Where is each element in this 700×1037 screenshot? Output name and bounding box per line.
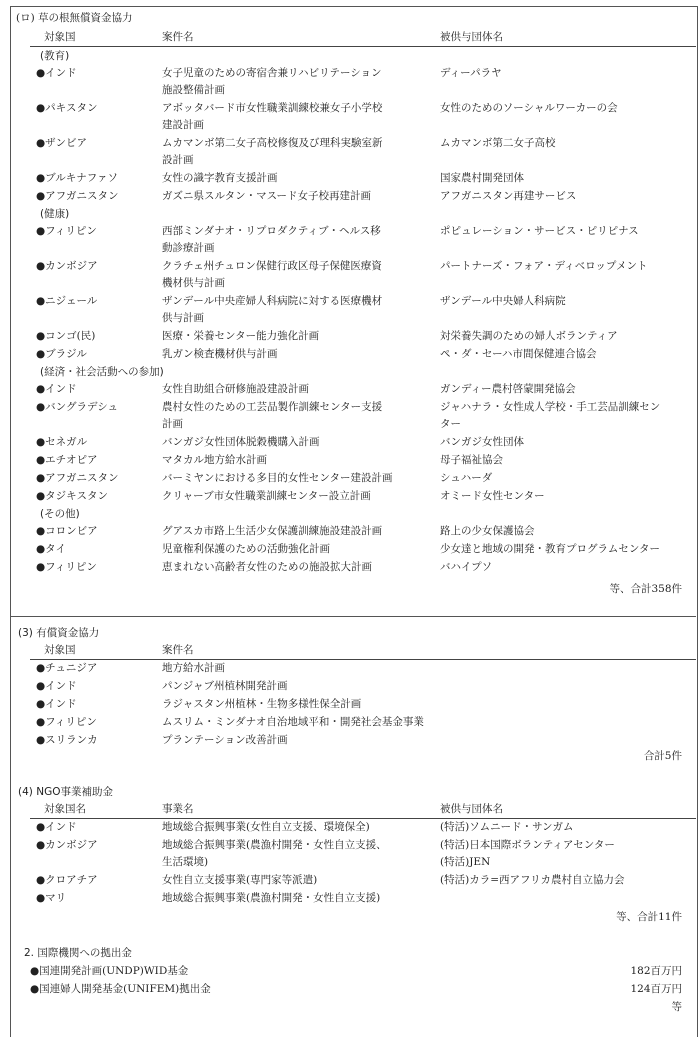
table-row-recipient: ガンディー農村啓蒙開発協会 [440, 383, 576, 395]
table-row-recipient: 女性のためのソーシャルワーカーの会 [440, 102, 618, 114]
table-row-recipient: ディーパラヤ [440, 67, 502, 79]
table-row-project: アボッタバード市女性職業訓練校兼女子小学校 [162, 102, 383, 114]
table-row-recipient: アフガニスタン再建サービス [440, 190, 577, 202]
table-row-project: パンジャブ州植林開発計画 [162, 680, 288, 692]
table-row-country: ●マリ [36, 892, 67, 904]
table-row-country: ●タジキスタン [36, 490, 108, 502]
category-label: (その他) [40, 508, 80, 520]
table-row-country: ●ニジェール [36, 295, 98, 307]
contribution-item: ●国連開発計画(UNDP)WID基金 [30, 965, 189, 977]
table-row-recipient: バハイプソ [440, 561, 493, 573]
table-row-recipient: パートナーズ・フォア・ディベロップメント [440, 260, 648, 272]
table-row-country: ●インド [36, 67, 77, 79]
table-row-project: クリャーブ市女性職業訓練センター設立計画 [162, 490, 371, 502]
table-row-project: クラチェ州チュロン保健行政区母子保健医療資 [162, 260, 382, 272]
table-row-country: ●フィリピン [36, 225, 97, 237]
table-row-country: ●ブラジル [36, 348, 87, 360]
section-heading: (ロ) 草の根無償資金協力 [16, 12, 133, 24]
column-header-recipient: 被供与団体名 [440, 803, 503, 815]
table-row-project: 建設計画 [162, 119, 204, 131]
table-row-project: ムカマンボ第二女子高校修復及び理科実験室新 [162, 137, 383, 149]
table-row-project: グアスカ市路上生活少女保護訓練施設建設計画 [162, 525, 383, 537]
section-divider [10, 616, 696, 617]
table-row-project: 児童権利保護のための活動強化計画 [162, 543, 330, 555]
table-row-country: ●タイ [36, 543, 66, 555]
table-row-country: ●コロンビア [36, 525, 98, 537]
column-header-country: 対象国名 [44, 803, 86, 815]
table-row-project: ガズニ県スルタン・マスード女子校再建計画 [162, 190, 372, 202]
table-row-country: ●クロアチア [36, 874, 98, 886]
table-row-recipient: ター [440, 418, 461, 430]
table-row-country: ●フィリピン [36, 561, 97, 573]
category-label: (健康) [40, 208, 70, 220]
table-row-project: 女性の識字教育支援計画 [162, 172, 278, 184]
table-row-country: ●インド [36, 698, 77, 710]
section-total: 合計5件 [643, 750, 682, 762]
table-row-recipient: ジャハナラ・女性成人学校・手工芸品訓練セン [440, 401, 661, 413]
table-row-recipient: 母子福祉協会 [440, 454, 503, 466]
section-heading: 2. 国際機関への拠出金 [24, 947, 132, 959]
table-row-project: 乳ガン検査機材供与計画 [162, 348, 278, 360]
table-row-project: 施設整備計画 [162, 84, 225, 96]
contribution-amount: 124百万円 [630, 983, 682, 995]
table-row-country: ●インド [36, 821, 77, 833]
table-row-project: 医療・栄養センター能力強化計画 [162, 330, 320, 342]
table-row-project: 動診療計画 [162, 242, 215, 254]
table-row-project: 計画 [162, 418, 183, 430]
table-row-project: 生活環境) [162, 856, 209, 868]
table-row-recipient: ペ・ダ・セーハ市間保健連合協会 [440, 348, 597, 360]
header-rule [30, 46, 696, 47]
table-row-project: 女性自立支援事業(専門家等派遣) [162, 874, 318, 886]
table-row-recipient: ムカマンボ第二女子高校 [440, 137, 556, 149]
table-row-project: 機材供与計画 [162, 277, 225, 289]
table-row-country: ●インド [36, 383, 77, 395]
category-label: (経済・社会活動への参加) [40, 366, 164, 378]
table-row-recipient: ポピュレーション・サービス・ピリピナス [440, 225, 639, 237]
table-row-project: 農村女性のための工芸品製作訓練センター支援 [162, 401, 383, 413]
table-row-project: 供与計画 [162, 312, 204, 324]
table-row-country: ●セネガル [36, 436, 88, 448]
table-row-country: ●ザンビア [36, 137, 87, 149]
column-header-project: 事業名 [162, 803, 194, 815]
table-row-project: 西部ミンダナオ・リプロダクティブ・ヘルス移 [162, 225, 381, 237]
table-row-project: ラジャスタン州植林・生物多様性保全計画 [162, 698, 362, 710]
table-row-country: ●カンボジア [36, 260, 98, 272]
table-row-recipient: 対栄養失調のための婦人ボランティア [440, 330, 618, 342]
table-row-country: ●ブルキナファソ [36, 172, 119, 184]
table-row-country: ●パキスタン [36, 102, 98, 114]
header-rule [30, 659, 696, 660]
contribution-item: ●国連婦人開発基金(UNIFEM)拠出金 [30, 983, 211, 995]
table-row-project: 地方給水計画 [162, 662, 225, 674]
table-row-recipient: (特活)JEN [440, 856, 491, 868]
table-row-recipient: 少女達と地域の開発・教育プログラムセンター [440, 543, 660, 555]
table-row-recipient: (特活)カラ=西アフリカ農村自立協力会 [440, 874, 625, 886]
table-row-recipient: (特活)ソムニード・サンガム [440, 821, 574, 833]
table-row-country: ●カンボジア [36, 839, 98, 851]
table-row-country: ●コンゴ(民) [36, 330, 96, 342]
table-row-project: 地域総合振興事業(農漁村開発・女性自立支援) [162, 892, 381, 904]
table-row-project: 設計画 [162, 154, 194, 166]
table-row-project: 女子児童のための寄宿舎兼リハビリテーション [162, 67, 382, 79]
contribution-amount: 182百万円 [630, 965, 682, 977]
table-row-recipient: オミード女性センター [440, 490, 545, 502]
column-header-country: 対象国 [44, 644, 76, 656]
table-row-recipient: バンガジ女性団体 [440, 436, 524, 448]
table-row-country: ●スリランカ [36, 734, 98, 746]
column-header-project: 案件名 [162, 644, 194, 656]
section-total: 等、合計11件 [616, 911, 682, 923]
table-row-project: 地域総合振興事業(女性自立支援、環境保全) [162, 821, 370, 833]
table-row-country: ●エチオピア [36, 454, 98, 466]
table-row-country: ●フィリピン [36, 716, 97, 728]
table-row-project: 女性自助組合研修施設建設計画 [162, 383, 309, 395]
section-heading: (4) NGO事業補助金 [18, 786, 113, 798]
table-row-project: ムスリム・ミンダナオ自治地域平和・開発社会基金事業 [162, 716, 424, 728]
table-row-recipient: 国家農村開発団体 [440, 172, 524, 184]
table-row-project: マタカル地方給水計画 [162, 454, 267, 466]
table-row-recipient: (特活)日本国際ボランティアセンター [440, 839, 615, 851]
table-row-recipient: 路上の少女保護協会 [440, 525, 535, 537]
table-row-country: ●チュニジア [36, 662, 98, 674]
table-row-project: バーミヤンにおける多目的女性センター建設計画 [162, 472, 393, 484]
table-row-recipient: ザンデール中央婦人科病院 [440, 295, 566, 307]
table-row-project: バンガジ女性団体脱穀機購入計画 [162, 436, 320, 448]
column-header-recipient: 被供与団体名 [440, 31, 503, 43]
table-row-project: ザンデール中央産婦人科病院に対する医療機材 [162, 295, 383, 307]
column-header-country: 対象国 [44, 31, 76, 43]
table-row-country: ●インド [36, 680, 77, 692]
table-row-project: 恵まれない高齢者女性のための施設拡大計画 [162, 561, 372, 573]
section-heading: (3) 有償資金協力 [18, 627, 100, 639]
section-total: 等 [671, 1001, 682, 1013]
section-total: 等、合計358件 [609, 583, 682, 595]
table-row-country: ●アフガニスタン [36, 190, 119, 202]
column-header-project: 案件名 [162, 31, 194, 43]
table-row-project: 地域総合振興事業(農漁村開発・女性自立支援、 [162, 839, 387, 851]
table-row-project: プランテーション改善計画 [162, 734, 288, 746]
table-row-country: ●バングラデシュ [36, 401, 119, 413]
category-label: (教育) [40, 50, 70, 62]
table-row-recipient: シュハーダ [440, 472, 493, 484]
table-row-country: ●アフガニスタン [36, 472, 119, 484]
